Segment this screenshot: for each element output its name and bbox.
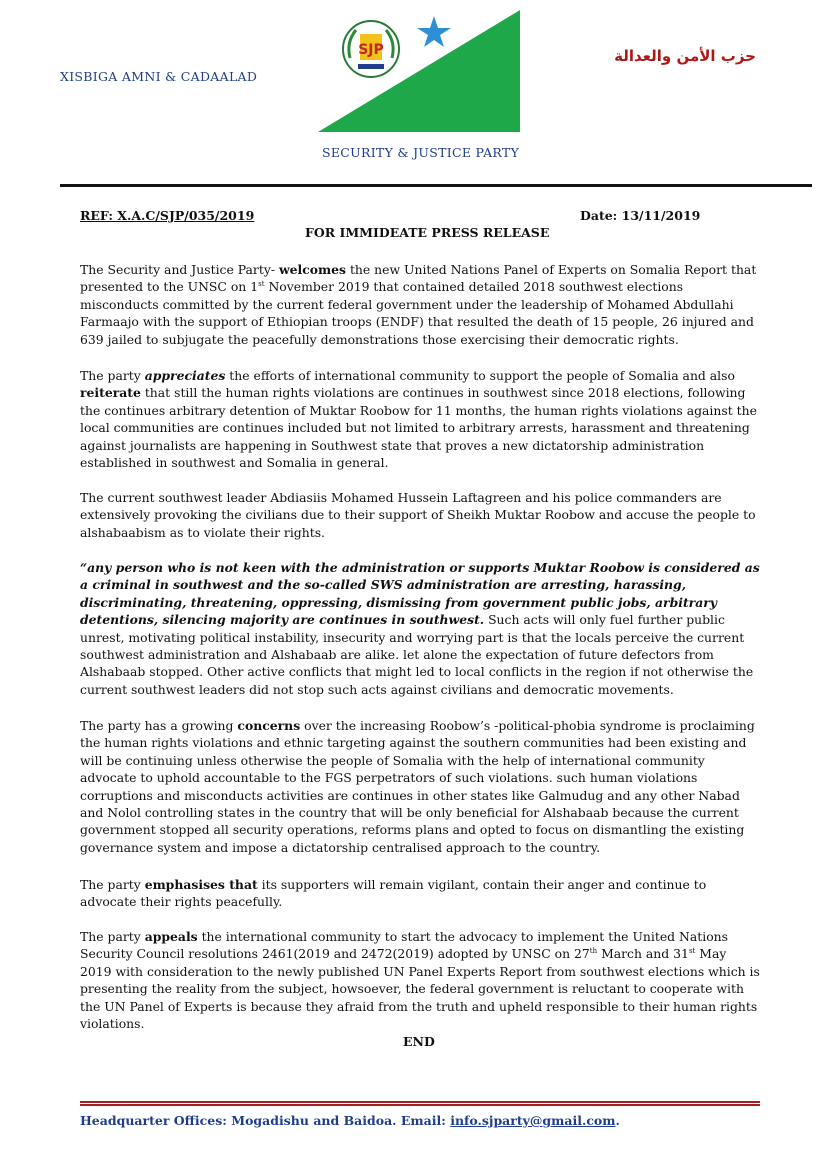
paragraph-welcomes: The Security and Justice Party- welcomes the new United Nations Panel of Experts on Somalia Report that presented to the UNSC on 1st November 2019 that contained detailed 2018 southwest elections misconducts committed by the current federal government under the leadership of Mohamed Abdullahi Farmaajo with the support of Ethiopian troops (ENDF) that resulted the death of 15 people, 26 injured and 639 jailed to subjugate the peacefully demonstrations those exercising their democratic rights. [80, 262, 757, 347]
party-name-somali: XISBIGA AMNI & CADAALAD [60, 69, 258, 84]
party-name-english: SECURITY & JUSTICE PARTY [322, 145, 520, 160]
paragraph-southwest-leader: The current southwest leader Abdiasiis Mohamed Hussein Laftagreen and his police commanders are extensively provoking the civilians due to their support of Sheikh Muktar Roobow and accuse the people to alshabaabism as to violate their rights. [80, 490, 756, 540]
party-name-arabic: حزب الأمن والعدالة [614, 47, 756, 65]
paragraph-quote: “any person who is not keen with the administration or supports Muktar Roobow is considered as a criminal in southwest and the so-called SWS administration are arresting, harassing, discriminating, threatening, oppressing, dismissing from government public jobs, arbitrary detentions, silencing majority are continues in southwest. Such acts will only fuel further public unrest, motivating political instability, insecurity and worrying part is that the locals perceive the current southwest administration and Alshabaab are alike. let alone the expectation of future defectors from Alshabaab stopped. Other active conflicts that might led to local conflicts in the region if not otherwise the current southwest leaders did not stop such acts against civilians and democratic movements. [80, 560, 760, 697]
email-link[interactable]: info.sjparty@gmail.com [450, 1113, 616, 1128]
emblem-letters: SJP [358, 42, 384, 58]
end-marker: END [403, 1034, 435, 1049]
release-title: FOR IMMIDEATE PRESS RELEASE [305, 225, 550, 240]
reference-number: REF: X.A.C/SJP/035/2019 [80, 208, 255, 223]
header-divider [60, 184, 812, 187]
paragraph-emphasises: The party emphasises that its supporters will remain vigilant, contain their anger and continue to advocate their rights peacefully. [80, 877, 707, 910]
paragraph-appreciates: The party appreciates the efforts of international community to support the people of Somalia and also reiterate that still the human rights violations are continues in southwest since 2018 elections, following the continues arbitrary detention of Muktar Roobow for 11 months, the human rights violations against the local communities are continues included but not limited to arbitrary arrests, harassment and threatening against journalists are happening in Southwest state that proves a new dictatorship administration established in southwest and Somalia in general. [80, 368, 757, 471]
release-date: Date: 13/11/2019 [580, 208, 701, 223]
footer-contact: Headquarter Offices: Mogadishu and Baidoa. Email: info.sjparty@gmail.com. [80, 1113, 620, 1128]
footer-divider [80, 1101, 760, 1106]
star-icon [417, 16, 451, 47]
party-emblem [340, 18, 402, 80]
paragraph-appeals: The party appeals the international community to start the advocacy to implement the United Nations Security Council resolutions 2461(2019 and 2472(2019) adopted by UNSC on 27th March and 31st May 2019 with consideration to the newly published UN Panel Experts Report from southwest elections which is presenting the reality from the subject, howsoever, the federal government is reluctant to cooperate with the UN Panel of Experts is because they afraid from the truth and upheld responsible to their human rights violations. [80, 929, 760, 1032]
paragraph-concerns: The party has a growing concerns over the increasing Roobow’s -political-phobia syndrome is proclaiming the human rights violations and ethnic targeting against the southern communities had been existing and will be continuing unless otherwise the people of Somalia with the help of international community advocate to uphold accountable to the FGS perpetrators of such violations. such human violations corruptions and misconducts activities are continues in other states like Galmudug and any other Nabad and Nolol controlling states in the country that will be only beneficial for Alshabaab because the current government stopped all security operations, reforms plans and opted to focus on dismantling the existing governance system and impose a dictatorship centralised approach to the country. [80, 718, 755, 855]
